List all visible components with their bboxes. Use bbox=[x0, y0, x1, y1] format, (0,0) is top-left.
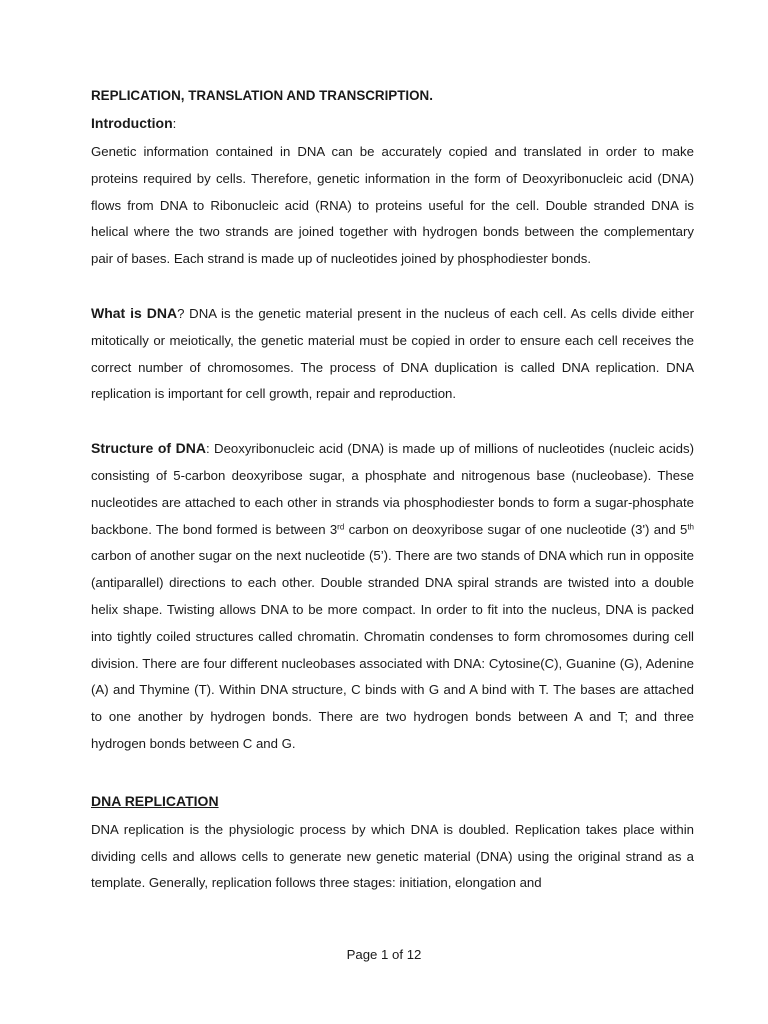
superscript-th: th bbox=[687, 522, 694, 532]
superscript-rd: rd bbox=[337, 522, 345, 532]
what-is-dna-paragraph bbox=[91, 300, 694, 408]
introduction-heading bbox=[91, 108, 694, 139]
introduction-paragraph: Genetic information contained in DNA can be accurately copied and translated in order to make proteins required by cells. Therefore, genetic information in the form of Deoxyribonucleic acid (DNA) flows from DNA to Ribonucleic acid (RNA) to proteins useful for the cell. Double stranded DNA is helical where the two strands are joined together with hydrogen bonds between the complementary pair of bases. Each strand is made up of nucleotides joined by phosphodiester bonds. bbox=[91, 144, 694, 267]
structure-of-dna-paragraph bbox=[91, 435, 694, 758]
structure-of-dna-heading: Structure of DNA bbox=[91, 440, 206, 457]
introduction-heading-colon: : bbox=[172, 116, 177, 131]
dna-replication-paragraph: DNA replication is the physiologic process by which DNA is doubled. Replication takes place within dividing cells and allows cells to generate new genetic material (DNA) using the original strand as a template. Generally, replication follows three stages: initiation, elongation and bbox=[91, 821, 694, 891]
introduction-heading-text: Introduction bbox=[91, 115, 173, 131]
document-title: REPLICATION, TRANSLATION AND TRANSCRIPTION. bbox=[91, 88, 433, 103]
paragraph-spacer bbox=[91, 758, 694, 785]
paragraph-spacer bbox=[91, 408, 694, 435]
structure-body-part1: : Deoxyribonucleic acid (DNA) is made up of millions of nucleotides (nucleic acids) consisting of 5-carbon deoxyribose sugar, a phosphate and nitrogenous base (nucleobase). These nucleotides are attached to each other in strands via phosphodiester bonds to form a sugar-phosphate backbone. The bond formed is between 3 bbox=[91, 441, 694, 537]
structure-body-part3: carbon of another sugar on the next nucleotide (5’). There are two stands of DNA which run in opposite (antiparallel) directions to each other. Double stranded DNA spiral strands are twisted into a double helix shape. Twisting allows DNA to be more compact. In order to fit into the nucleus, DNA is packed into tightly coiled structures called chromatin. Chromatin condenses to form chromosomes during cell division. There are four different nucleobases associated with DNA: Cytosine(C), Guanine (G), Adenine (A) and Thymine (T). Within DNA structure, C binds with G and A bind with T. The bases are attached to one another by hydrogen bonds. There are two hydrogen bonds between A and T; and three hydrogen bonds between C and G. bbox=[91, 548, 694, 751]
what-is-dna-heading: What is DNA bbox=[91, 304, 178, 321]
dna-replication-heading: DNA REPLICATION bbox=[91, 792, 219, 809]
what-is-dna-body: ? DNA is the genetic material present in the nucleus of each cell. As cells divide either mitotically or meiotically, the genetic material must be copied in order to ensure each cell receives the correct number of chromosomes. The process of DNA duplication is called DNA replication. DNA replication is important for cell growth, repair and reproduction. bbox=[91, 305, 694, 402]
structure-body-part2: carbon on deoxyribose sugar of one nucleotide (3') and 5 bbox=[344, 521, 688, 537]
page-content bbox=[91, 84, 694, 897]
page-footer: Page 1 of 12 bbox=[346, 947, 422, 962]
paragraph-spacer bbox=[91, 273, 694, 300]
